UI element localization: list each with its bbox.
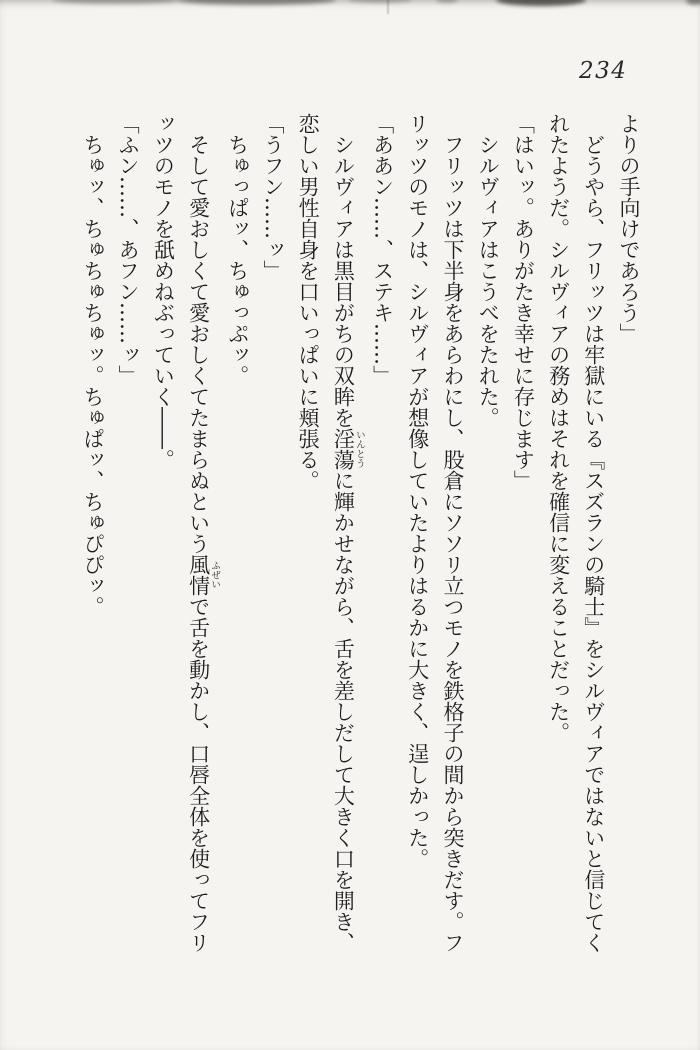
body-text [80,113,646,957]
text-line: シルヴィアは黒目がちの双眸を淫蕩いんとうに輝かせながら、舌を差しだして大きく口を開き、 [331,134,365,953]
text-line: 「ああン……、ステキ……」 [370,113,395,386]
scan-smudge [178,0,336,5]
scan-smudge [686,0,700,5]
text-line: ちゅッ、ちゅちゅちゅッ。ちゅぱッ、ちゅぴぴッ。 [80,134,105,617]
furigana: いんとう [353,428,365,470]
text-line: フリッツは下半身をあらわにし、股倉にソソリ立つモノを鉄格子の間から突きだす。フ [440,134,465,953]
text-line: そして愛おしくて愛おしくてたまらぬという風情ふぜいで舌を動かし、口唇全体を使ってフリ [186,134,221,953]
text-line: シルヴィアはこうべをたれた。 [476,134,501,428]
text-line: ちゅっぱッ、ちゅっぷッ。 [225,134,250,386]
text-line: 恋しい男性自身を口いっぱいに頬張る。 [296,113,321,491]
ruby-base: 淫蕩いんとう [331,428,365,470]
text-line: 「ふン……、あフン……ッ」 [116,113,141,386]
scan-smudge [52,0,180,4]
page-number: 234 [579,58,628,84]
scan-hairline [387,0,389,14]
text-line: 「はいッ。ありがたき幸せに存じます」 [511,113,536,491]
furigana: ふぜい [209,554,221,596]
scan-smudge [496,0,586,6]
text-line: リッツのモノは、シルヴィアが想像していたよりはるかに大きく、逞しかった。 [405,113,430,869]
scan-smudge [436,0,458,3]
ruby-base: 風情ふぜい [186,554,221,596]
scan-smudge [348,0,412,3]
text-line: どうやら、フリッツは牢獄にいる『スズランの騎士』をシルヴィアではないと信じてく [581,134,606,953]
text-line: よりの手向けであろう」 [617,113,641,344]
text-line: れたようだ。シルヴィアの務めはそれを確信に変えることだった。 [546,113,571,743]
text-line: 「うフン……ッ」 [260,113,285,281]
text-line: ッツのモノを舐めねぶっていく――。 [151,113,176,470]
